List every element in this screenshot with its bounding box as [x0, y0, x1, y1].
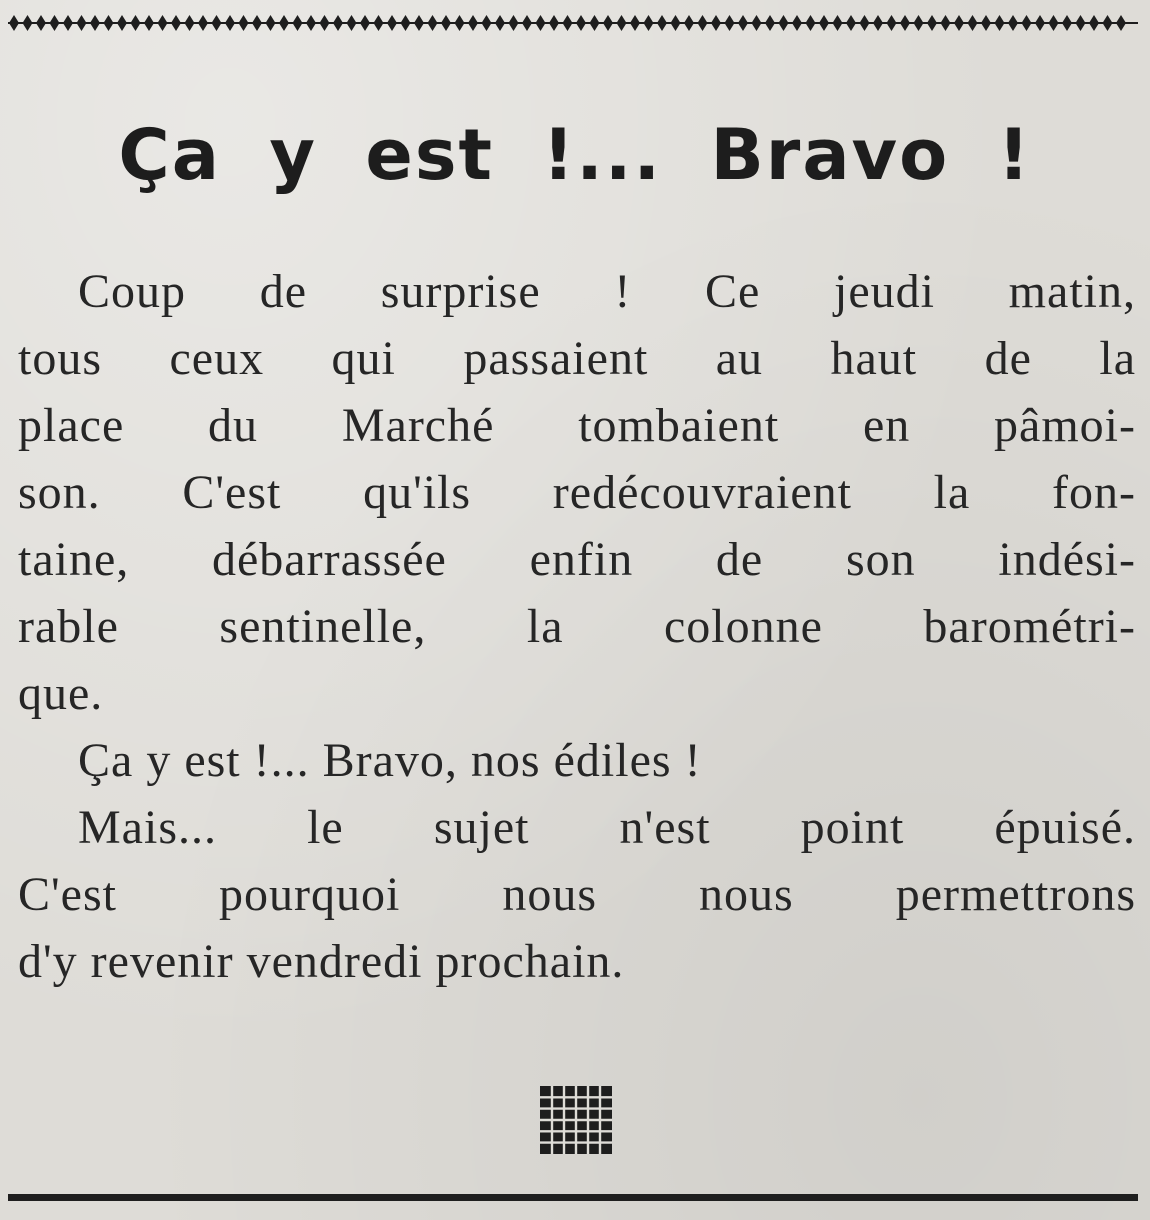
border-diamond	[1076, 15, 1086, 31]
border-diamond	[873, 15, 883, 31]
text-line: que.	[18, 667, 104, 720]
border-diamond	[117, 15, 127, 31]
border-diamond	[50, 15, 60, 31]
border-diamond	[320, 15, 330, 31]
border-diamond	[212, 15, 222, 31]
headline: Ça y est !... Bravo !	[118, 114, 1032, 196]
border-diamond	[657, 15, 667, 31]
text-line: C'est pourquoi nous nous permettrons	[18, 868, 1136, 921]
border-diamond	[468, 15, 478, 31]
border-diamond	[90, 15, 100, 31]
border-diamond	[617, 15, 627, 31]
border-diamond	[387, 15, 397, 31]
border-diamond	[738, 15, 748, 31]
border-diamond	[441, 15, 451, 31]
border-diamond	[509, 15, 519, 31]
border-diamond	[171, 15, 181, 31]
border-diamond	[495, 15, 505, 31]
border-diamond	[63, 15, 73, 31]
text-line: son. C'est qu'ils redécouvraient la fon-	[18, 466, 1136, 519]
border-diamond	[711, 15, 721, 31]
border-diamond	[860, 15, 870, 31]
text-line: place du Marché tombaient en pâmoi-	[18, 399, 1136, 452]
border-diamond	[927, 15, 937, 31]
border-diamond	[752, 15, 762, 31]
article-body	[18, 258, 1136, 995]
text-line: Coup de surprise ! Ce jeudi matin,	[78, 265, 1136, 318]
grid-square-ornament	[540, 1086, 612, 1154]
border-diamond	[225, 15, 235, 31]
diamond-chain-border	[8, 12, 1138, 34]
border-diamond	[104, 15, 114, 31]
border-diamond	[887, 15, 897, 31]
border-diamond	[900, 15, 910, 31]
border-diamond	[603, 15, 613, 31]
border-diamond	[455, 15, 465, 31]
border-diamond	[846, 15, 856, 31]
border-diamond	[1049, 15, 1059, 31]
border-diamond	[819, 15, 829, 31]
text-line: tous ceux qui passaient au haut de la	[18, 332, 1136, 385]
border-diamond	[779, 15, 789, 31]
border-diamond	[792, 15, 802, 31]
border-diamond	[23, 15, 33, 31]
border-diamond	[630, 15, 640, 31]
border-diamond	[1089, 15, 1099, 31]
text-line: rable sentinelle, la colonne barométri-	[18, 600, 1136, 653]
border-diamond	[806, 15, 816, 31]
border-diamond	[36, 15, 46, 31]
border-diamond	[239, 15, 249, 31]
border-diamond	[144, 15, 154, 31]
thick-rule	[8, 1194, 1138, 1201]
border-diamond	[1103, 15, 1113, 31]
border-diamond	[995, 15, 1005, 31]
border-diamond	[522, 15, 532, 31]
border-diamond	[954, 15, 964, 31]
border-diamond	[1008, 15, 1018, 31]
border-diamond	[9, 15, 19, 31]
border-diamond	[833, 15, 843, 31]
border-diamond	[549, 15, 559, 31]
border-diamond	[576, 15, 586, 31]
border-diamond	[374, 15, 384, 31]
border-diamond	[252, 15, 262, 31]
border-diamond	[981, 15, 991, 31]
border-diamond	[1116, 15, 1126, 31]
border-diamond	[563, 15, 573, 31]
border-diamond	[158, 15, 168, 31]
border-diamond	[360, 15, 370, 31]
border-diamond	[347, 15, 357, 31]
border-diamond	[266, 15, 276, 31]
border-diamond	[482, 15, 492, 31]
border-diamond	[333, 15, 343, 31]
border-diamond	[725, 15, 735, 31]
border-diamond	[185, 15, 195, 31]
border-diamond	[968, 15, 978, 31]
border-diamond	[1062, 15, 1072, 31]
border-diamond	[293, 15, 303, 31]
border-diamond	[414, 15, 424, 31]
border-diamond	[306, 15, 316, 31]
border-diamond	[77, 15, 87, 31]
border-diamond	[1022, 15, 1032, 31]
border-diamond	[914, 15, 924, 31]
text-line: Mais... le sujet n'est point épuisé.	[78, 801, 1136, 854]
text-line: taine, débarrassée enfin de son indési-	[18, 533, 1136, 586]
border-diamond	[644, 15, 654, 31]
text-line: Ça y est !... Bravo, nos édiles !	[78, 734, 702, 787]
border-diamond	[401, 15, 411, 31]
border-diamond	[131, 15, 141, 31]
border-diamond	[590, 15, 600, 31]
border-diamond	[684, 15, 694, 31]
border-diamond	[1035, 15, 1045, 31]
border-diamond	[198, 15, 208, 31]
border-diamond	[765, 15, 775, 31]
border-diamond	[279, 15, 289, 31]
text-line: d'y revenir vendredi prochain.	[18, 935, 625, 988]
border-diamond	[698, 15, 708, 31]
border-diamond	[536, 15, 546, 31]
border-diamond	[671, 15, 681, 31]
border-diamond	[941, 15, 951, 31]
border-diamond	[428, 15, 438, 31]
